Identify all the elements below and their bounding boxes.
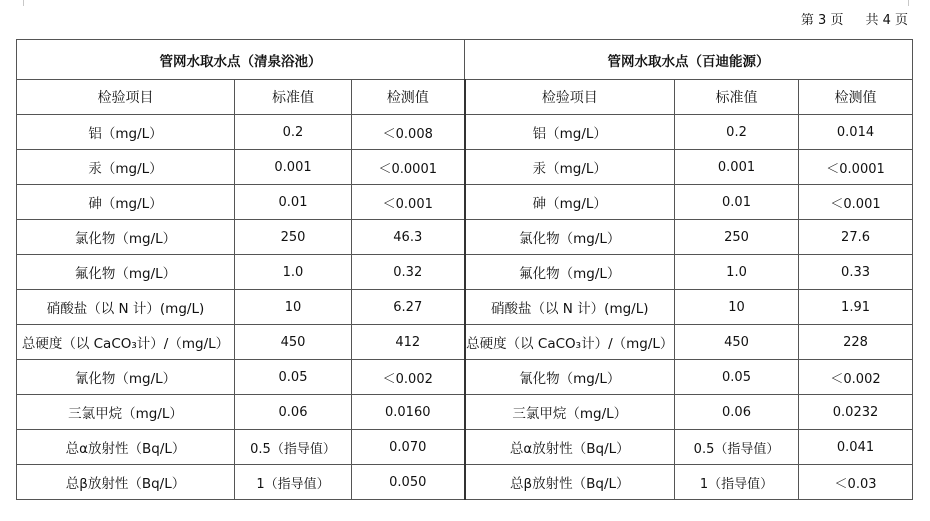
standard-value-cell: 1（指导值） bbox=[235, 465, 352, 500]
page-number: 第 3 页 bbox=[800, 13, 844, 28]
margin-corner-mark bbox=[908, 0, 909, 6]
standard-value-cell: 10 bbox=[235, 290, 352, 325]
left-group-title: 管网水取水点（清泉浴池） bbox=[17, 40, 465, 80]
test-item-cell: 铝（mg/L） bbox=[465, 115, 675, 150]
test-item-cell: 氯化物（mg/L） bbox=[17, 220, 235, 255]
column-header-standard: 标准值 bbox=[675, 80, 799, 115]
margin-corner-mark bbox=[23, 0, 24, 6]
test-item-cell: 氟化物（mg/L） bbox=[465, 255, 675, 290]
table-row bbox=[17, 255, 913, 290]
table-row bbox=[17, 150, 913, 185]
standard-value-cell: 0.001 bbox=[235, 150, 352, 185]
page-total: 共 4 页 bbox=[865, 13, 908, 28]
result-value-cell: ＜0.0001 bbox=[799, 150, 913, 185]
result-value-cell: 412 bbox=[352, 325, 465, 360]
column-header-result: 检测值 bbox=[799, 80, 913, 115]
standard-value-cell: 0.2 bbox=[675, 115, 799, 150]
table-row bbox=[17, 360, 913, 395]
result-value-cell: 0.0232 bbox=[799, 395, 913, 430]
result-value-cell: 1.91 bbox=[799, 290, 913, 325]
test-item-cell: 铝（mg/L） bbox=[17, 115, 235, 150]
page-header bbox=[801, 9, 908, 28]
test-item-cell: 总α放射性（Bq/L） bbox=[17, 430, 235, 465]
standard-value-cell: 0.001 bbox=[675, 150, 799, 185]
standard-value-cell: 0.06 bbox=[675, 395, 799, 430]
standard-value-cell: 0.2 bbox=[235, 115, 352, 150]
result-value-cell: 0.0160 bbox=[352, 395, 465, 430]
standard-value-cell: 0.06 bbox=[235, 395, 352, 430]
test-item-cell: 汞（mg/L） bbox=[465, 150, 675, 185]
result-value-cell: ＜0.001 bbox=[799, 185, 913, 220]
test-item-cell: 三氯甲烷（mg/L） bbox=[465, 395, 675, 430]
standard-value-cell: 0.5（指导值） bbox=[675, 430, 799, 465]
table-row bbox=[17, 115, 913, 150]
table-body bbox=[17, 115, 913, 500]
standard-value-cell: 0.05 bbox=[675, 360, 799, 395]
result-value-cell: ＜0.0001 bbox=[352, 150, 465, 185]
table-row bbox=[17, 465, 913, 500]
test-item-cell: 砷（mg/L） bbox=[465, 185, 675, 220]
result-value-cell: 6.27 bbox=[352, 290, 465, 325]
result-value-cell: 0.32 bbox=[352, 255, 465, 290]
column-header-standard: 标准值 bbox=[235, 80, 352, 115]
test-item-cell: 汞（mg/L） bbox=[17, 150, 235, 185]
standard-value-cell: 1.0 bbox=[235, 255, 352, 290]
result-value-cell: 0.33 bbox=[799, 255, 913, 290]
test-item-cell: 总α放射性（Bq/L） bbox=[465, 430, 675, 465]
standard-value-cell: 10 bbox=[675, 290, 799, 325]
result-value-cell: ＜0.002 bbox=[352, 360, 465, 395]
table-row bbox=[17, 395, 913, 430]
standard-value-cell: 0.01 bbox=[675, 185, 799, 220]
result-value-cell: ＜0.001 bbox=[352, 185, 465, 220]
water-quality-table bbox=[16, 39, 913, 500]
test-item-cell: 氟化物（mg/L） bbox=[17, 255, 235, 290]
test-item-cell: 氯化物（mg/L） bbox=[465, 220, 675, 255]
table-row bbox=[17, 290, 913, 325]
test-item-cell: 总β放射性（Bq/L） bbox=[17, 465, 235, 500]
standard-value-cell: 1.0 bbox=[675, 255, 799, 290]
test-item-cell: 总硬度（以 CaCO₃计）/（mg/L） bbox=[465, 325, 675, 360]
result-value-cell: ＜0.002 bbox=[799, 360, 913, 395]
test-item-cell: 砷（mg/L） bbox=[17, 185, 235, 220]
standard-value-cell: 250 bbox=[235, 220, 352, 255]
test-item-cell: 硝酸盐（以 N 计）(mg/L) bbox=[465, 290, 675, 325]
result-value-cell: 0.041 bbox=[799, 430, 913, 465]
result-value-cell: 46.3 bbox=[352, 220, 465, 255]
test-item-cell: 总β放射性（Bq/L） bbox=[465, 465, 675, 500]
result-value-cell: 228 bbox=[799, 325, 913, 360]
result-value-cell: 0.050 bbox=[352, 465, 465, 500]
result-value-cell: 0.070 bbox=[352, 430, 465, 465]
column-header-item: 检验项目 bbox=[17, 80, 235, 115]
test-item-cell: 氰化物（mg/L） bbox=[465, 360, 675, 395]
standard-value-cell: 250 bbox=[675, 220, 799, 255]
test-item-cell: 硝酸盐（以 N 计）(mg/L) bbox=[17, 290, 235, 325]
table-row bbox=[17, 430, 913, 465]
standard-value-cell: 0.05 bbox=[235, 360, 352, 395]
standard-value-cell: 450 bbox=[675, 325, 799, 360]
test-item-cell: 总硬度（以 CaCO₃计）/（mg/L） bbox=[17, 325, 235, 360]
standard-value-cell: 1（指导值） bbox=[675, 465, 799, 500]
group-header-row bbox=[17, 40, 913, 80]
table-row bbox=[17, 325, 913, 360]
standard-value-cell: 0.5（指导值） bbox=[235, 430, 352, 465]
result-value-cell: ＜0.03 bbox=[799, 465, 913, 500]
column-header-result: 检测值 bbox=[352, 80, 465, 115]
test-item-cell: 氰化物（mg/L） bbox=[17, 360, 235, 395]
table-row bbox=[17, 220, 913, 255]
test-item-cell: 三氯甲烷（mg/L） bbox=[17, 395, 235, 430]
result-value-cell: 0.014 bbox=[799, 115, 913, 150]
result-value-cell: 27.6 bbox=[799, 220, 913, 255]
column-header-item: 检验项目 bbox=[465, 80, 675, 115]
result-value-cell: ＜0.008 bbox=[352, 115, 465, 150]
table-row bbox=[17, 185, 913, 220]
column-header-row bbox=[17, 80, 913, 115]
standard-value-cell: 0.01 bbox=[235, 185, 352, 220]
right-group-title: 管网水取水点（百迪能源） bbox=[465, 40, 913, 80]
standard-value-cell: 450 bbox=[235, 325, 352, 360]
